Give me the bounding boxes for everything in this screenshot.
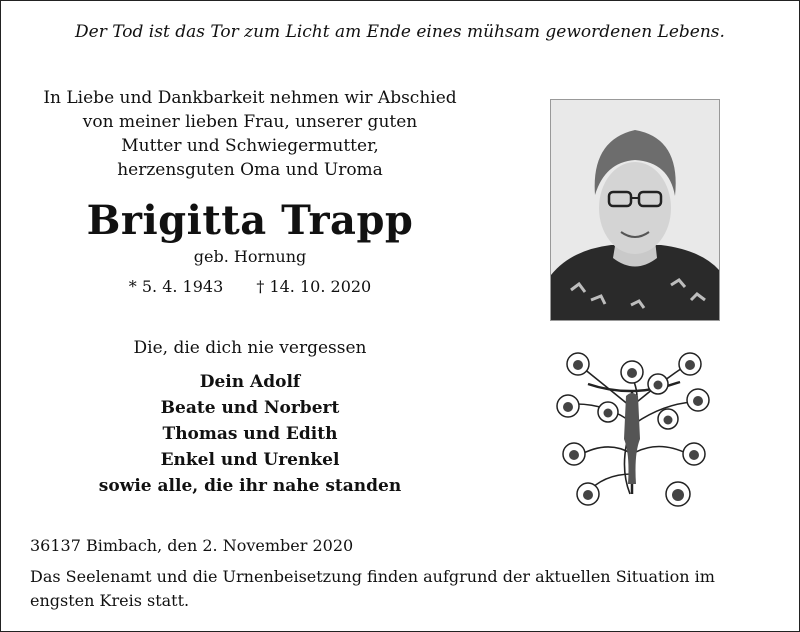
mourner-line: Beate und Norbert	[160, 398, 340, 418]
intro-line: Mutter und Schwiegermutter,	[121, 136, 379, 156]
mourner-line: Enkel und Urenkel	[160, 450, 340, 470]
maiden-name: geb. Hornung	[193, 247, 307, 266]
death-date: † 14. 10. 2020	[256, 277, 372, 296]
crucifix-icon	[548, 344, 728, 514]
quote: Der Tod ist das Tor zum Licht am Ende eines mühsam gewordenen Lebens.	[75, 22, 725, 42]
intro-line: von meiner lieben Frau, unserer guten	[82, 112, 418, 132]
deceased-name: Brigitta Trapp	[86, 197, 414, 244]
birth-date: * 5. 4. 1943	[128, 277, 224, 296]
service-note: Das Seelenamt und die Urnenbeisetzung finden aufgrund der aktuellen Situation im engsten Kreis statt.	[30, 567, 715, 610]
crucifix-illustration	[548, 344, 728, 514]
place-date: 36137 Bimbach, den 2. November 2020	[30, 536, 354, 555]
life-dates	[40, 277, 460, 296]
intro-line: herzensguten Oma und Uroma	[117, 160, 383, 180]
portrait-photo	[550, 99, 720, 321]
mourners-intro: Die, die dich nie vergessen	[133, 338, 367, 358]
mourner-line: sowie alle, die ihr nahe standen	[98, 476, 402, 496]
portrait-icon	[551, 100, 719, 320]
mourners-list	[40, 369, 460, 499]
mourner-line: Thomas und Edith	[162, 424, 338, 444]
intro-text	[40, 86, 460, 182]
mourner-line: Dein Adolf	[199, 372, 301, 392]
intro-line: In Liebe und Dankbarkeit nehmen wir Abschied	[43, 88, 457, 108]
